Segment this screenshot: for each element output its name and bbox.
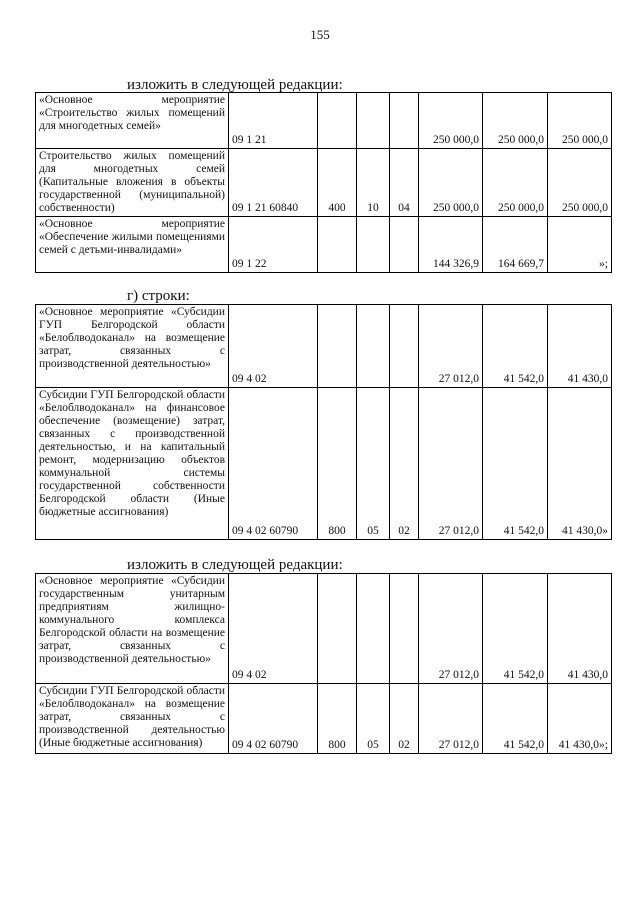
row-section xyxy=(357,305,390,388)
table-row xyxy=(36,388,612,540)
row-value-year1: 250 000,0 xyxy=(419,93,483,149)
row-value-year2: 41 542,0 xyxy=(483,574,548,684)
row-code: 09 1 21 xyxy=(229,93,318,149)
row-description: «Основное мероприятие «Строительство жилых помещений для многодетных семей» xyxy=(36,93,229,149)
row-value-year1: 144 326,9 xyxy=(419,217,483,273)
section-heading: изложить в следующей редакции: xyxy=(127,557,343,573)
row-subsection xyxy=(390,217,419,273)
section-heading: г) строки: xyxy=(127,288,190,304)
row-section: 05 xyxy=(357,684,390,754)
row-subsection: 02 xyxy=(390,684,419,754)
budget-table xyxy=(35,92,612,273)
row-section: 05 xyxy=(357,388,390,540)
row-description: «Основное мероприятие «Субсидии ГУП Белгородской области «Белоблводоканал» на возмещение затрат, связанных с производственной деятельностью» xyxy=(36,305,229,388)
row-section: 10 xyxy=(357,149,390,217)
row-value-year2: 250 000,0 xyxy=(483,149,548,217)
row-expense-type xyxy=(318,93,357,149)
row-value-year1: 27 012,0 xyxy=(419,305,483,388)
table-row xyxy=(36,93,612,149)
row-subsection xyxy=(390,574,419,684)
row-subsection xyxy=(390,93,419,149)
row-value-year1: 27 012,0 xyxy=(419,574,483,684)
row-value-year2: 41 542,0 xyxy=(483,684,548,754)
table-row xyxy=(36,684,612,754)
table-row xyxy=(36,574,612,684)
row-description: Строительство жилых помещений для многодетных семей (Капитальные вложения в объекты государственной (муниципальной) собственности) xyxy=(36,149,229,217)
row-value-year3: 41 430,0 xyxy=(548,305,612,388)
row-code: 09 1 22 xyxy=(229,217,318,273)
row-value-year1: 250 000,0 xyxy=(419,149,483,217)
budget-table xyxy=(35,304,612,540)
row-expense-type xyxy=(318,217,357,273)
row-code: 09 4 02 60790 xyxy=(229,388,318,540)
row-section xyxy=(357,93,390,149)
table-row xyxy=(36,149,612,217)
row-description: Субсидии ГУП Белгородской области «Белоблводоканал» на возмещение затрат, связанных с производственной деятельностью (Иные бюджетные ассигнования) xyxy=(36,684,229,754)
row-value-year2: 164 669,7 xyxy=(483,217,548,273)
row-value-year3: 41 430,0» xyxy=(548,388,612,540)
row-value-year1: 27 012,0 xyxy=(419,388,483,540)
row-value-year2: 41 542,0 xyxy=(483,305,548,388)
table-row xyxy=(36,217,612,273)
row-code: 09 4 02 xyxy=(229,574,318,684)
page-number: 155 xyxy=(310,27,330,42)
row-value-year2: 250 000,0 xyxy=(483,93,548,149)
row-expense-type: 800 xyxy=(318,388,357,540)
row-expense-type xyxy=(318,305,357,388)
row-subsection: 04 xyxy=(390,149,419,217)
row-value-year3: 250 000,0 xyxy=(548,149,612,217)
table-row xyxy=(36,305,612,388)
row-subsection: 02 xyxy=(390,388,419,540)
row-value-year3: »; xyxy=(548,217,612,273)
row-value-year3: 41 430,0 xyxy=(548,574,612,684)
row-section xyxy=(357,217,390,273)
row-code: 09 1 21 60840 xyxy=(229,149,318,217)
row-value-year1: 27 012,0 xyxy=(419,684,483,754)
row-expense-type xyxy=(318,574,357,684)
row-subsection xyxy=(390,305,419,388)
row-code: 09 4 02 60790 xyxy=(229,684,318,754)
row-description: «Основное мероприятие «Обеспечение жилыми помещениями семей с детьми-инвалидами» xyxy=(36,217,229,273)
row-value-year2: 41 542,0 xyxy=(483,388,548,540)
row-expense-type: 400 xyxy=(318,149,357,217)
row-code: 09 4 02 xyxy=(229,305,318,388)
section-heading: изложить в следующей редакции: xyxy=(127,77,343,93)
row-value-year3: 250 000,0 xyxy=(548,93,612,149)
row-description: Субсидии ГУП Белгородской области «Белоблводоканал» на финансовое обеспечение (возмещение) затрат, связанных с производственной деятельностью, и на капитальный ремонт, модернизацию объектов коммунальной системы государственной собственности Белгородской области (Иные бюджетные ассигнования) xyxy=(36,388,229,540)
row-value-year3: 41 430,0»; xyxy=(548,684,612,754)
row-description: «Основное мероприятие «Субсидии государственным унитарным предприятиям жилищно-коммунального комплекса Белгородской области на возмещение затрат, связанных с производственной деятельностью» xyxy=(36,574,229,684)
row-section xyxy=(357,574,390,684)
budget-table xyxy=(35,573,612,754)
row-expense-type: 800 xyxy=(318,684,357,754)
